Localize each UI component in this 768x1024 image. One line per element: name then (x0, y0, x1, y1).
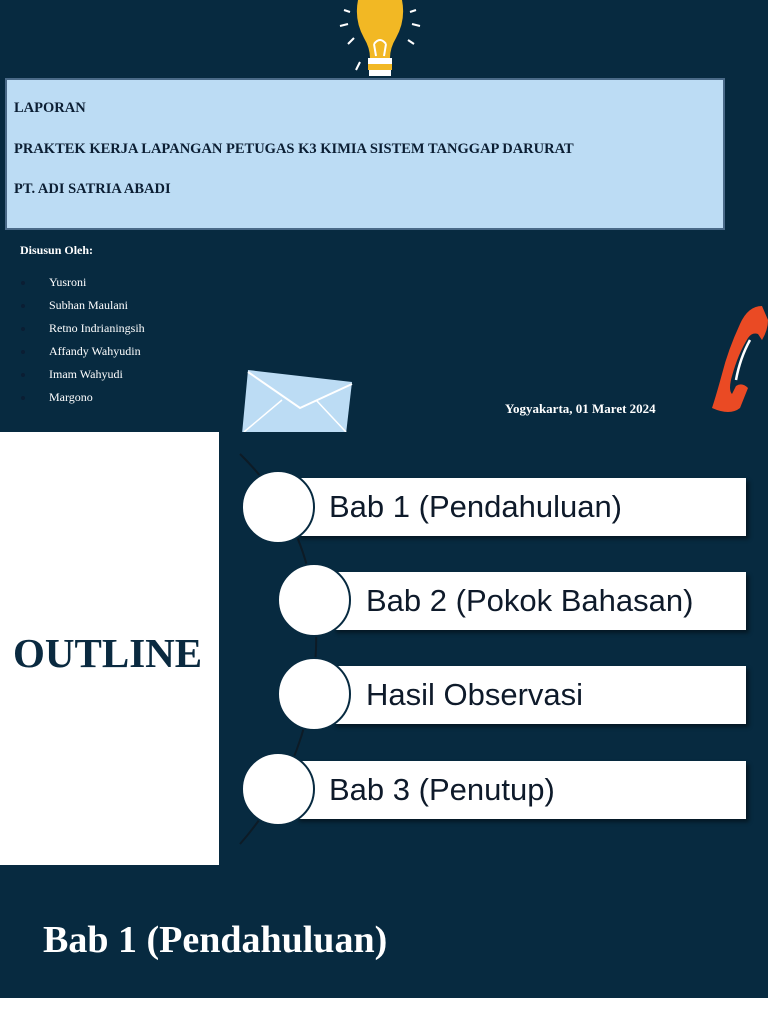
author-item: Yusroni (20, 273, 145, 296)
outline-slide (0, 432, 768, 866)
outline-item-circle (241, 752, 315, 826)
authors-list (20, 273, 145, 411)
outline-title: OUTLINE (13, 630, 203, 676)
author-item: Margono (20, 388, 145, 411)
outline-panel (0, 432, 219, 865)
company-name: PT. ADI SATRIA ABADI (14, 181, 171, 197)
author-item: Imam Wahyudi (20, 365, 145, 388)
cover-slide (0, 0, 768, 432)
authors-heading: Disusun Oleh: (20, 243, 94, 257)
outline-item-bab-1: Bab 1 (Pendahuluan) (296, 478, 746, 536)
outline-item-circle (241, 470, 315, 544)
section-title: Bab 1 (Pendahuluan) (43, 919, 388, 961)
report-title-box (5, 78, 725, 230)
outline-item-bab-2: Bab 2 (Pokok Bahasan) (333, 572, 746, 630)
author-item: Retno Indrianingsih (20, 319, 145, 342)
report-title-line: LAPORAN (14, 100, 86, 116)
author-item: Subhan Maulani (20, 296, 145, 319)
section-slide (0, 866, 768, 998)
place-date: Yogyakarta, 01 Maret 2024 (505, 401, 656, 416)
outline-item-circle (277, 657, 351, 731)
outline-item-bab-3: Bab 3 (Penutup) (296, 761, 746, 819)
outline-item-circle (277, 563, 351, 637)
envelope-icon (242, 370, 354, 432)
phone-icon (700, 300, 768, 415)
author-item: Affandy Wahyudin (20, 342, 145, 365)
report-subtitle-line: PRAKTEK KERJA LAPANGAN PETUGAS K3 KIMIA SISTEM TANGGAP DARURAT (14, 141, 574, 157)
lightbulb-icon (330, 0, 430, 80)
outline-item-hasil-observasi: Hasil Observasi (333, 666, 746, 724)
